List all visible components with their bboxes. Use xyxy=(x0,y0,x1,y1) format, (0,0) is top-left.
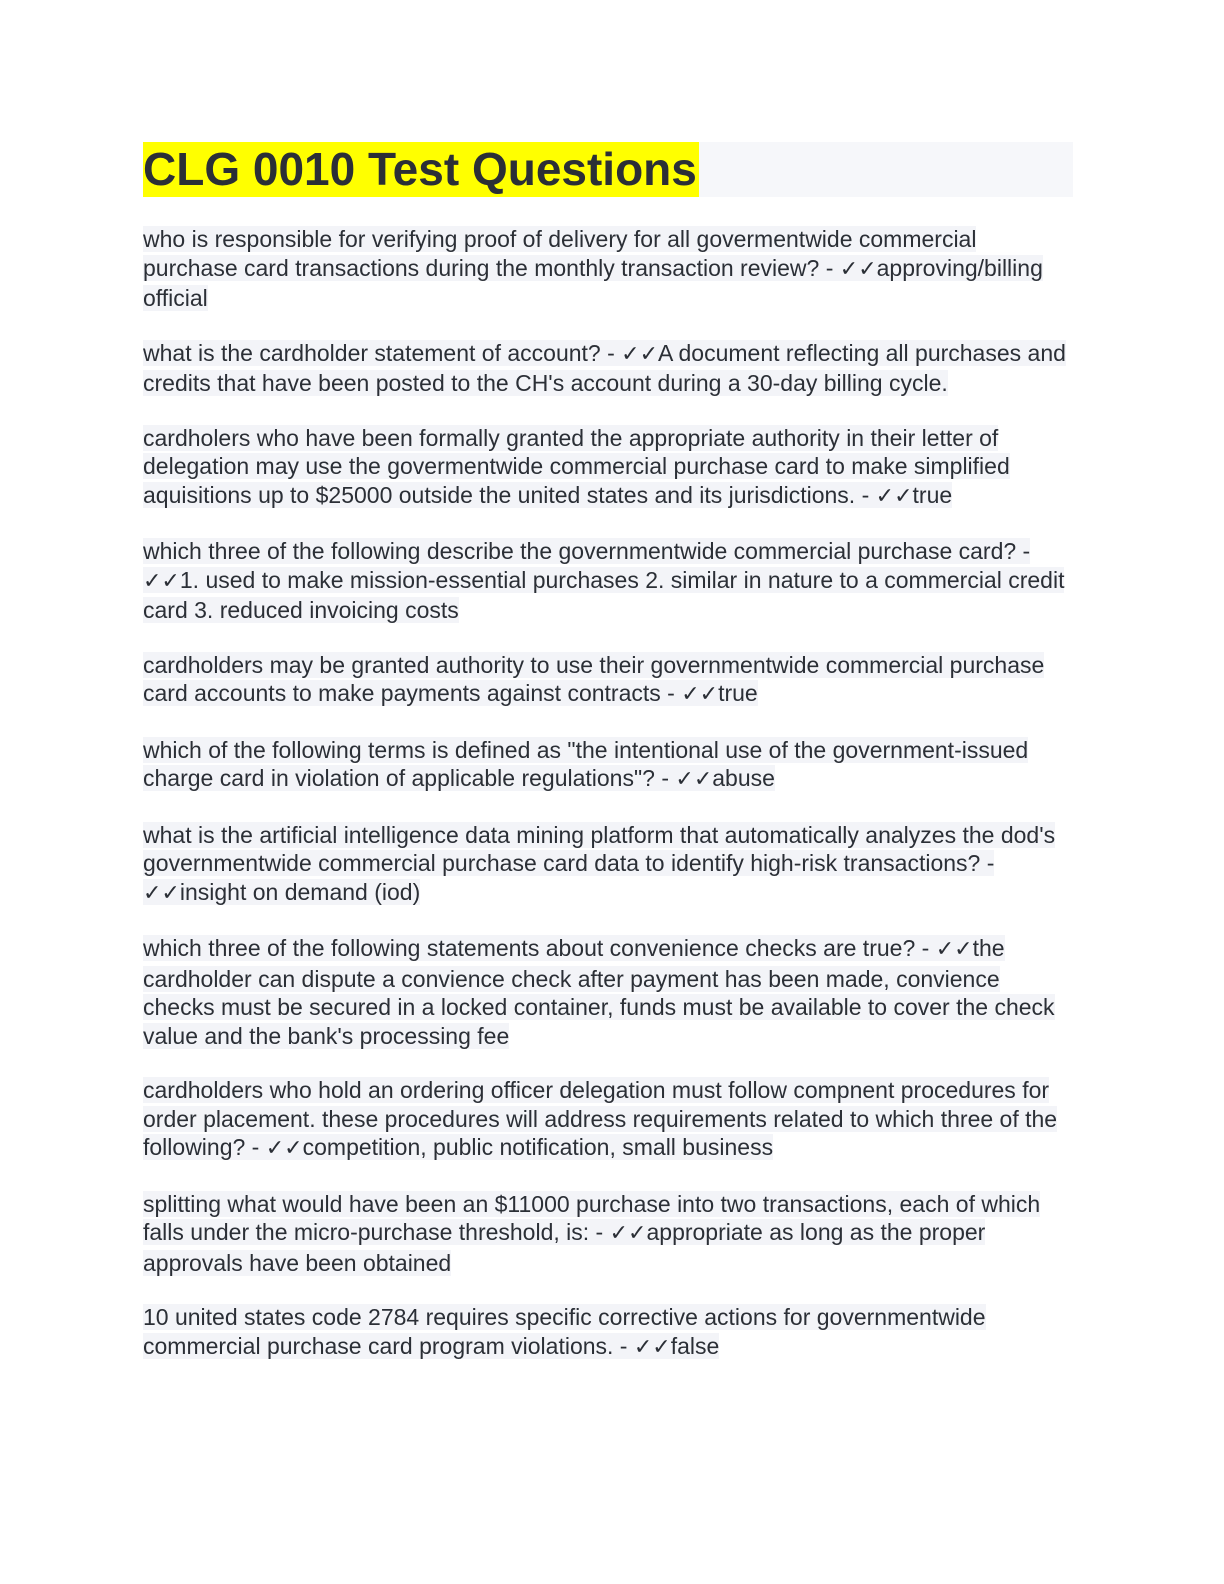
question-text: what is the cardholder statement of account? xyxy=(143,339,601,366)
qa-item xyxy=(143,736,1073,795)
qa-item-highlight xyxy=(143,935,1055,1049)
qa-item xyxy=(143,651,1073,710)
separator: - xyxy=(915,935,936,961)
separator: - xyxy=(660,680,682,706)
answer-text: appropriate as long as the proper approvals have been obtained xyxy=(143,1219,986,1276)
answer-text: A document reflecting all purchases and credits that have been posted to the CH's account during a 30-day billing cycle. xyxy=(143,339,1066,396)
qa-item xyxy=(143,339,1073,398)
separator: - xyxy=(600,339,622,366)
qa-item-highlight xyxy=(143,1304,986,1359)
qa-list xyxy=(143,225,1073,1362)
check-mark-icon: ✓✓ xyxy=(143,568,180,594)
qa-item-highlight xyxy=(143,340,1066,397)
question-text: which three of the following describe the governmentwide commercial purchase card? xyxy=(143,538,1017,564)
separator: - xyxy=(980,850,995,876)
check-mark-icon: ✓✓ xyxy=(633,1334,671,1360)
separator: - xyxy=(819,254,840,281)
answer-text: 1. used to make mission-essential purchases 2. similar in nature to a commercial credit card 3. reduced invoicing costs xyxy=(143,566,1065,623)
separator: - xyxy=(245,1134,266,1160)
title-row xyxy=(143,142,1073,197)
qa-item xyxy=(143,424,1073,512)
qa-item-highlight xyxy=(143,425,1010,508)
qa-item xyxy=(143,1190,1073,1278)
qa-item xyxy=(143,537,1073,625)
qa-item-highlight xyxy=(143,226,1043,311)
question-text: cardholders who hold an ordering officer delegation must follow compnent procedures for order placement. these procedures will address requirements related to which three of the following? xyxy=(143,1077,1058,1160)
question-text: what is the artificial intelligence data mining platform that automatically analyzes the dod's governmentwide commercial purchase card data to identify high-risk transactions? xyxy=(143,821,1056,876)
document-title: CLG 0010 Test Questions xyxy=(143,143,697,195)
qa-item-highlight xyxy=(143,737,1028,792)
check-mark-icon: ✓✓ xyxy=(681,682,719,707)
qa-item-highlight xyxy=(143,538,1064,623)
answer-text: the cardholder can dispute a convience check after payment has been made, convience checks must be secured in a locked container, funds must be available to cover the check value and the bank's processing fee xyxy=(143,935,1055,1049)
separator: - xyxy=(613,1332,634,1359)
check-mark-icon: ✓✓ xyxy=(143,880,180,906)
answer-text: approving/billing official xyxy=(143,254,1043,311)
qa-item xyxy=(143,1303,1073,1362)
check-mark-icon: ✓✓ xyxy=(609,1221,647,1246)
question-text: who is responsible for verifying proof of delivery for all govermentwide commercial purchase card transactions during the monthly transaction review? xyxy=(143,226,977,281)
qa-item-highlight xyxy=(143,1191,1040,1276)
answer-text: false xyxy=(670,1332,720,1359)
separator: - xyxy=(855,481,876,508)
qa-item-highlight xyxy=(143,1077,1057,1160)
qa-item xyxy=(143,934,1073,1050)
check-mark-icon: ✓✓ xyxy=(675,767,713,792)
question-text: cardholers who have been formally granted the appropriate authority in their letter of delegation may use the govermentwide commercial purchase card to make simplified aquisitions up to $25000 outside the united states and its jurisdictions. xyxy=(143,424,1010,508)
answer-text: competition, public notification, small business xyxy=(302,1134,774,1160)
check-mark-icon: ✓✓ xyxy=(621,341,659,367)
question-text: which three of the following statements about convenience checks are true? xyxy=(143,935,916,961)
separator: - xyxy=(589,1219,610,1245)
check-mark-icon: ✓✓ xyxy=(839,256,877,282)
answer-text: abuse xyxy=(712,765,775,791)
qa-item xyxy=(143,821,1073,909)
answer-text: true xyxy=(912,481,953,508)
document-page xyxy=(143,142,1073,1388)
separator: - xyxy=(654,765,676,791)
question-text: which of the following terms is defined as "the intentional use of the government-issued charge card in violation of applicable regulations"? xyxy=(143,736,1029,791)
question-text: splitting what would have been an $11000 purchase into two transactions, each of which falls under the micro-purchase threshold, is: xyxy=(143,1190,1041,1245)
check-mark-icon: ✓✓ xyxy=(265,1136,303,1161)
question-text: cardholders may be granted authority to use their governmentwide commercial purchase card accounts to make payments against contracts xyxy=(143,651,1045,706)
qa-item xyxy=(143,225,1073,313)
answer-text: insight on demand (iod) xyxy=(179,878,421,905)
answer-text: true xyxy=(718,680,758,706)
question-text: 10 united states code 2784 requires specific corrective actions for governmentwide commercial purchase card program violations. xyxy=(143,1304,986,1359)
qa-item xyxy=(143,1076,1073,1164)
separator: - xyxy=(1016,538,1031,564)
check-mark-icon: ✓✓ xyxy=(875,483,913,509)
qa-item-highlight xyxy=(143,652,1044,707)
check-mark-icon: ✓✓ xyxy=(935,937,973,962)
qa-item-highlight xyxy=(143,822,1055,905)
